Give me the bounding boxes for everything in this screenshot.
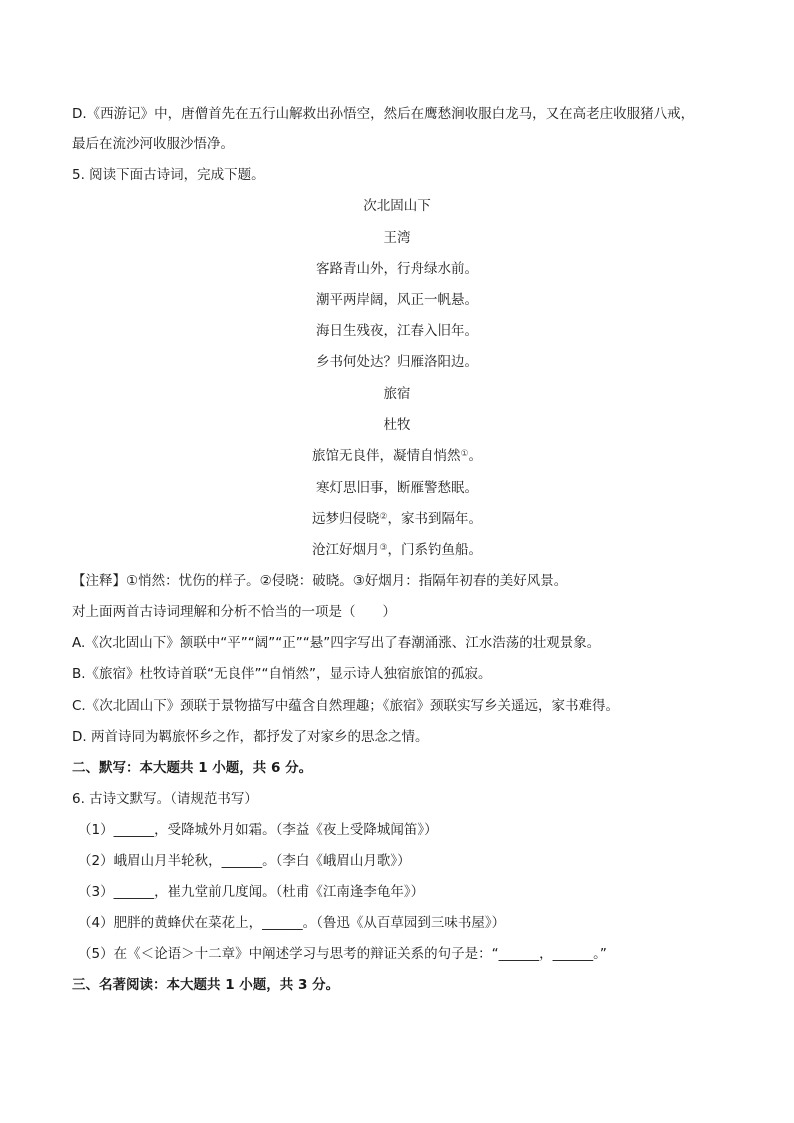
question-5-option-b: B.《旅宿》杜牧诗首联“无良伴”“自悄然”，显示诗人独宿旅馆的孤寂。 [72, 666, 492, 682]
question-5-prompt: 5. 阅读下面古诗词，完成下题。 [72, 167, 265, 183]
question-6-item-2: （2）峨眉山月半轮秋，______。（李白《峨眉山月歌》） [78, 853, 411, 869]
footnote-mark-1: ① [460, 449, 469, 459]
poem2-line1-end: 。 [468, 448, 483, 464]
poem-notes: 【注释】①悄然：忧伤的样子。②侵晓：破晓。③好烟月：指隔年初春的美好风景。 [72, 573, 568, 589]
poem2-author: 杜牧 [383, 417, 411, 433]
poem2-line3-end: ，家书到隔年。 [387, 511, 483, 527]
section-2-heading: 二、默写：本大题共 1 小题，共 6 分。 [72, 760, 313, 776]
question-6-item-5: （5）在《＜论语＞十二章》中阐述学习与思考的辩证关系的句子是：“______，______。” [78, 946, 607, 962]
footnote-mark-3: ③ [379, 543, 388, 553]
poem1-line4: 乡书何处达？归雁洛阳边。 [316, 354, 478, 370]
poem1-author: 王湾 [383, 230, 411, 246]
poem2-line3-text: 远梦归侵晓 [311, 511, 380, 527]
poem2-line4-end: ，门系钓鱼船。 [387, 542, 483, 558]
poem2-line2: 寒灯思旧事，断雁警愁眠。 [316, 480, 478, 496]
question-5-option-d: D. 两首诗同为羁旅怀乡之作，都抒发了对家乡的思念之情。 [72, 729, 429, 745]
poem2-line1-text: 旅馆无良伴，凝情自悄然 [311, 448, 461, 464]
poem2-title: 旅宿 [383, 386, 411, 402]
footnote-mark-2: ② [379, 512, 388, 522]
section-3-heading: 三、名著阅读：本大题共 1 小题，共 3 分。 [72, 977, 340, 993]
poem2-line3 [0, 509, 794, 529]
question-6-item-1: （1）______，受降城外月如霜。（李益《夜上受降城闻笛》） [78, 822, 438, 838]
question-5-option-a: A.《次北固山下》颔联中“平”“阔”“正”“悬”四字写出了春潮涌涨、江水浩荡的壮观景象。 [72, 635, 601, 651]
poem1-line1: 客路青山外，行舟绿水前。 [316, 261, 478, 277]
poem2-line1 [0, 446, 794, 466]
poem1-line2: 潮平两岸阔，风正一帆悬。 [316, 292, 478, 308]
poem1-line3: 海日生残夜，江春入旧年。 [316, 323, 478, 339]
question-6-item-3: （3）______，崔九堂前几度闻。（杜甫《江南逢李龟年》） [78, 884, 425, 900]
question-5-stem: 对上面两首古诗词理解和分析不恰当的一项是（ ） [72, 604, 396, 620]
question-6-item-4: （4）肥胖的黄蜂伏在菜花上，______。（鲁迅《从百草园到三味书屋》） [78, 915, 506, 931]
option-d-line2: 最后在流沙河收服沙悟净。 [72, 136, 234, 152]
question-5-option-c: C.《次北固山下》颈联于景物描写中蕴含自然理趣；《旅宿》颈联实写乡关遥远，家书难得。 [72, 698, 619, 714]
poem2-line4-text: 沧江好烟月 [311, 542, 380, 558]
option-d-line1: D.《西游记》中，唐僧首先在五行山解救出孙悟空，然后在鹰愁涧收服白龙马，又在高老庄收服猪八戒， [72, 106, 695, 122]
poem1-title: 次北固山下 [363, 198, 431, 214]
poem2-line4 [0, 540, 794, 560]
question-6-prompt: 6. 古诗文默写。（请规范书写） [72, 791, 258, 807]
